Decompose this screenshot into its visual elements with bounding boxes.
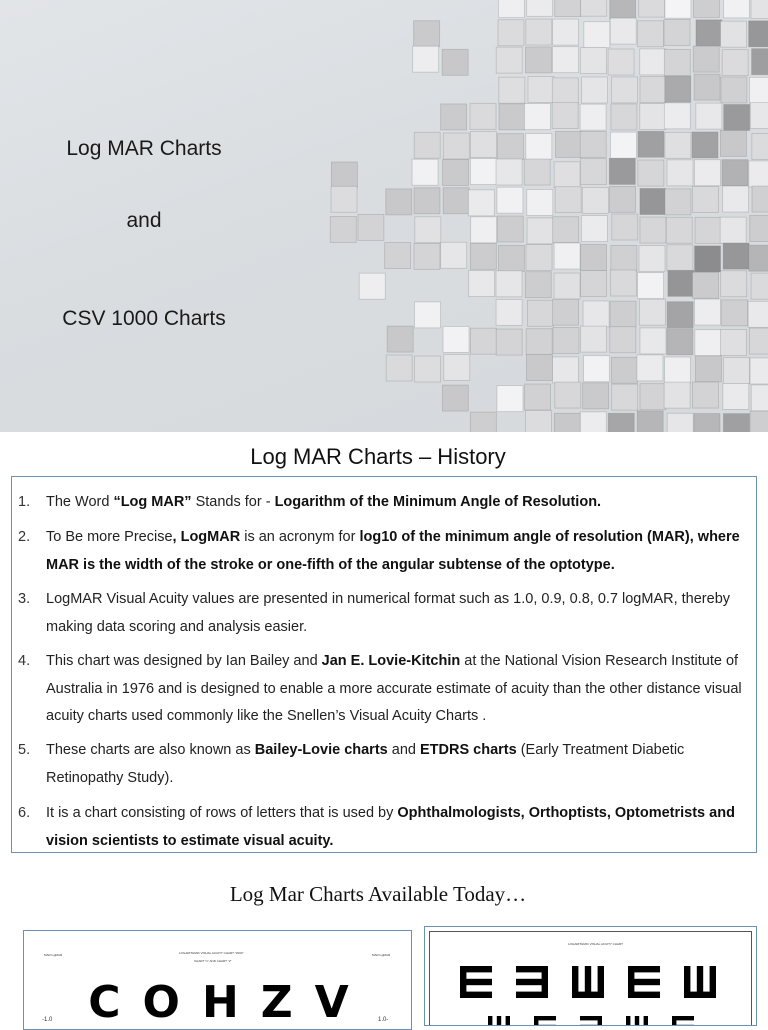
- history-item-number: 5.: [18, 742, 31, 758]
- cube-tile: [608, 49, 634, 75]
- cube-tile: [611, 245, 637, 271]
- cube-tile: [608, 413, 634, 432]
- cube-tile: [442, 49, 468, 75]
- tumbling-e-row2-5: [672, 1016, 694, 1026]
- chart-right-frame: [429, 931, 752, 1026]
- cube-tile: [724, 0, 750, 18]
- cube-tile: [414, 21, 440, 47]
- cube-tile: [637, 411, 663, 432]
- cube-tile: [610, 270, 636, 296]
- cube-tile: [415, 356, 441, 382]
- cube-tile: [694, 74, 720, 100]
- cube-tile: [664, 50, 690, 76]
- history-item-text: It is a chart consisting of rows of letters that is used by Ophthalmologists, Orthoptists, Optometrists and vision scientists to estimate visual acuity.: [46, 805, 735, 849]
- cube-tile: [470, 328, 496, 354]
- cube-tile: [722, 300, 748, 326]
- cube-tile: [552, 103, 578, 129]
- cube-tile: [694, 299, 720, 325]
- cube-tile: [471, 217, 497, 243]
- cube-tile: [749, 21, 768, 47]
- cube-tile: [553, 217, 579, 243]
- cube-tile: [640, 188, 666, 214]
- cube-tile: [470, 132, 496, 158]
- title-slide: [0, 0, 768, 432]
- cube-tile: [584, 22, 610, 48]
- cube-tile: [695, 356, 721, 382]
- cube-tile: [554, 243, 580, 269]
- cube-tile: [752, 186, 768, 212]
- cube-tile: [554, 273, 580, 299]
- cube-tile: [723, 186, 749, 212]
- cube-tile: [750, 358, 768, 384]
- cube-tile: [637, 355, 663, 381]
- cube-tile: [639, 299, 665, 325]
- cube-tile: [667, 160, 693, 186]
- available-heading: Log Mar Charts Available Today…: [229, 882, 527, 906]
- cube-tile: [696, 20, 722, 46]
- cube-tile: [694, 160, 720, 186]
- cube-tile: [580, 104, 606, 130]
- logmar-chart-preview-left: [23, 930, 412, 1030]
- cube-tile: [750, 216, 768, 242]
- cube-tile: [692, 272, 718, 298]
- cube-tile: [640, 384, 666, 410]
- cube-tile: [721, 77, 747, 103]
- cube-tile: [415, 217, 441, 243]
- cube-tile: [749, 245, 768, 271]
- cube-tile: [583, 383, 609, 409]
- cube-tile: [359, 273, 385, 299]
- cube-tile: [527, 218, 553, 244]
- cube-tile: [751, 0, 768, 19]
- cube-tile: [441, 242, 467, 268]
- cube-tile: [385, 243, 411, 269]
- cube-tile: [552, 78, 578, 104]
- cube-tile: [752, 133, 768, 159]
- cube-tile: [609, 158, 635, 184]
- history-item-text: These charts are also known as Bailey-Lovie charts and ETDRS charts (Early Treatment Diabetic Retinopathy Study).: [46, 742, 685, 786]
- cube-tile: [610, 132, 636, 158]
- cube-tile: [330, 216, 356, 242]
- history-item-number: 4.: [18, 653, 31, 669]
- cube-tile: [526, 355, 552, 381]
- cube-tile: [499, 77, 525, 103]
- cube-tile: [751, 273, 768, 299]
- cube-tile: [470, 243, 496, 269]
- cube-tile: [415, 302, 441, 328]
- cube-tile: [582, 187, 608, 213]
- cube-tile: [555, 187, 581, 213]
- cube-tile: [612, 384, 638, 410]
- cube-tile: [692, 187, 718, 213]
- cube-tile: [612, 77, 638, 103]
- tumbling-e-rows: [430, 932, 755, 1026]
- cube-tile: [496, 47, 522, 73]
- cube-tile: [526, 329, 552, 355]
- tumbling-e-row2-4: [626, 1016, 648, 1026]
- cube-tile: [749, 328, 768, 354]
- cube-tile: [610, 18, 636, 44]
- title-line-1: Log MAR Charts: [66, 137, 222, 160]
- cube-tile: [496, 299, 522, 325]
- cube-tile: [498, 0, 524, 18]
- tumbling-e-row1-4: [628, 966, 660, 998]
- cube-tile: [443, 159, 469, 185]
- cube-tile: [720, 217, 746, 243]
- cube-tile: [611, 104, 637, 130]
- chart-left-title: LOGARITHMIC VISUAL ACUITY CHART "2000": [179, 951, 244, 955]
- cube-tile: [553, 299, 579, 325]
- cube-tile: [525, 47, 551, 73]
- cube-tile: [584, 356, 610, 382]
- cube-tile: [640, 77, 666, 103]
- cube-tile: [414, 132, 440, 158]
- chart-left-marker-left: -1.0: [42, 1017, 53, 1023]
- cube-tile: [695, 330, 721, 356]
- cube-tile: [750, 411, 768, 432]
- chart-left-marker-right: 1.0-: [378, 1017, 389, 1023]
- cube-tile: [694, 414, 720, 432]
- history-item-text: This chart was designed by Ian Bailey and Jan E. Lovie-Kitchin at the National Vision Research Institute of Australia in 1976 and is designed to enable a more accurate estimate of acuity than the other distance visual acuity charts used commonly like the Snellen’s Visual Acuity Charts .: [46, 653, 742, 724]
- cube-tile: [750, 103, 768, 129]
- etdrs-chart-preview-right: [424, 926, 757, 1026]
- cube-tile: [497, 187, 523, 213]
- cube-tile: [414, 243, 440, 269]
- cube-tile: [664, 19, 690, 45]
- cube-tile: [582, 77, 608, 103]
- history-item-number: 3.: [18, 591, 31, 607]
- cube-tile: [724, 104, 750, 130]
- cube-tile: [442, 385, 468, 411]
- cube-tile: [387, 326, 413, 352]
- chart-right-title: LOGARITHMIC VISUAL ACUITY CHART: [568, 942, 623, 946]
- cube-tile: [497, 216, 523, 242]
- history-item-number: 1.: [18, 494, 31, 510]
- cube-tile: [470, 103, 496, 129]
- history-heading: Log MAR Charts – History: [250, 444, 506, 469]
- history-item-number: 6.: [18, 805, 31, 821]
- cube-tile: [639, 0, 665, 17]
- chart-left-corner-right: MAR logMAR: [372, 953, 391, 957]
- cube-tile: [470, 159, 496, 185]
- chart-left-subtitle: CHART "1" AND CHART "2": [194, 959, 232, 963]
- cube-tile: [693, 46, 719, 72]
- cube-tile: [527, 0, 553, 16]
- title-line-2: and: [126, 209, 162, 232]
- cube-tile: [664, 382, 690, 408]
- tumbling-e-row2-1: [488, 1016, 510, 1026]
- cube-tile: [639, 246, 665, 272]
- cube-tile: [723, 414, 749, 432]
- cube-tile: [692, 382, 718, 408]
- cube-tile: [553, 327, 579, 353]
- tumbling-e-row1-3: [572, 966, 604, 998]
- cube-tile: [748, 301, 768, 327]
- cube-tile: [580, 131, 606, 157]
- cube-tile: [610, 301, 636, 327]
- cube-tile: [470, 412, 496, 432]
- cube-tile: [498, 134, 524, 160]
- cube-tile: [580, 159, 606, 185]
- cube-tile: [498, 245, 524, 271]
- cube-tile: [720, 329, 746, 355]
- cube-tile: [664, 103, 690, 129]
- history-item-text: LogMAR Visual Acuity values are presented in numerical format such as 1.0, 0.9, 0.8, 0.7 logMAR, thereby making data scoring and analysis easier.: [46, 591, 731, 635]
- cube-tile: [581, 216, 607, 242]
- cube-tile: [414, 188, 440, 214]
- cube-tile: [496, 159, 522, 185]
- cube-tile: [443, 188, 469, 214]
- cube-tile: [441, 104, 467, 130]
- cube-tile: [665, 0, 691, 18]
- cube-tile: [610, 186, 636, 212]
- cube-tile: [331, 186, 357, 212]
- cube-tile: [722, 50, 748, 76]
- history-item-text: To Be more Precise, LogMAR is an acronym for log10 of the minimum angle of resolution (MAR), where MAR is the width of the stroke or one-fifth of the angular subtense of the optotype.: [46, 529, 740, 573]
- cube-tile: [667, 329, 693, 355]
- cube-tile: [526, 133, 552, 159]
- cube-tile: [527, 189, 553, 215]
- history-list-box: [11, 476, 757, 853]
- cube-tile: [638, 131, 664, 157]
- cube-tile: [580, 245, 606, 271]
- cube-tile: [751, 385, 768, 411]
- cube-tile: [497, 386, 523, 412]
- cube-tile: [498, 20, 524, 46]
- tumbling-e-row2-3: [580, 1016, 602, 1026]
- cube-tile: [638, 160, 664, 186]
- chart-left-corner-left: MAR logMAR: [44, 953, 63, 957]
- cube-tile: [692, 132, 718, 158]
- cube-tile: [525, 410, 551, 432]
- cube-tile: [412, 159, 438, 185]
- history-item-number: 2.: [18, 529, 31, 545]
- cube-tile: [665, 132, 691, 158]
- cube-tile: [580, 412, 606, 432]
- cube-tile: [443, 326, 469, 352]
- cube-tile: [496, 271, 522, 297]
- cube-tile: [552, 357, 578, 383]
- history-item-text: The Word “Log MAR” Stands for - Logarithm of the Minimum Angle of Resolution.: [46, 494, 602, 510]
- cube-tile: [581, 326, 607, 352]
- cube-tile: [667, 245, 693, 271]
- cube-tile: [528, 77, 554, 103]
- cube-tile: [696, 103, 722, 129]
- cube-tile: [638, 273, 664, 299]
- cube-tile: [665, 76, 691, 102]
- cube-tile: [499, 104, 525, 130]
- cube-tile: [555, 0, 581, 17]
- cube-tile: [527, 300, 553, 326]
- cube-tile: [413, 46, 439, 72]
- tumbling-e-row1-1: [460, 966, 492, 998]
- cube-tile: [610, 327, 636, 353]
- cube-tile: [524, 159, 550, 185]
- title-line-3: CSV 1000 Charts: [62, 307, 226, 330]
- cube-tile: [665, 357, 691, 383]
- cube-tile: [556, 131, 582, 157]
- cube-tile: [554, 162, 580, 188]
- cube-tile: [553, 19, 579, 45]
- cube-tile: [581, 0, 607, 16]
- cube-tile: [667, 302, 693, 328]
- cube-tile: [723, 243, 749, 269]
- cube-tile: [721, 271, 747, 297]
- cube-tile: [612, 214, 638, 240]
- cube-tile: [749, 161, 768, 187]
- cube-tile: [610, 0, 636, 20]
- cube-tile: [640, 104, 666, 130]
- cube-tile: [723, 358, 749, 384]
- cube-tile: [580, 270, 606, 296]
- cube-tile: [752, 49, 768, 75]
- cube-tile: [666, 217, 692, 243]
- cube-tile: [525, 384, 551, 410]
- cube-tile: [386, 189, 412, 215]
- cube-tile: [526, 19, 552, 45]
- cube-tile: [667, 413, 693, 432]
- cube-tile: [583, 301, 609, 327]
- tumbling-e-row1-2: [516, 966, 548, 998]
- cube-tile: [611, 357, 637, 383]
- cube-tile: [526, 245, 552, 271]
- cube-tile: [640, 217, 666, 243]
- cube-tile: [723, 383, 749, 409]
- cube-tile: [444, 354, 470, 380]
- cube-tile: [331, 162, 357, 188]
- cube-tile: [468, 190, 494, 216]
- cube-tile: [668, 270, 694, 296]
- chart-left-letter-row: COHZV: [88, 977, 371, 1028]
- cube-tile: [640, 49, 666, 75]
- cube-tile: [693, 0, 719, 17]
- cube-tile: [721, 21, 747, 47]
- cube-tile: [638, 21, 664, 47]
- cube-tile: [720, 130, 746, 156]
- cube-tile: [524, 104, 550, 130]
- cube-tile: [722, 160, 748, 186]
- cube-tile: [358, 214, 384, 240]
- tumbling-e-row2-2: [534, 1016, 556, 1026]
- cube-tile: [580, 48, 606, 74]
- cube-tile: [750, 77, 768, 103]
- tumbling-e-row1-5: [684, 966, 716, 998]
- cube-tile: [553, 47, 579, 73]
- cube-tile: [665, 189, 691, 215]
- cube-tile: [443, 133, 469, 159]
- cube-tile: [640, 328, 666, 354]
- cube-tile: [555, 382, 581, 408]
- cube-tile: [525, 272, 551, 298]
- cube-tile: [554, 413, 580, 432]
- cube-tile: [496, 329, 522, 355]
- cube-tile: [469, 271, 495, 297]
- cube-tile: [386, 355, 412, 381]
- cube-tile: [695, 217, 721, 243]
- cube-tile: [695, 246, 721, 272]
